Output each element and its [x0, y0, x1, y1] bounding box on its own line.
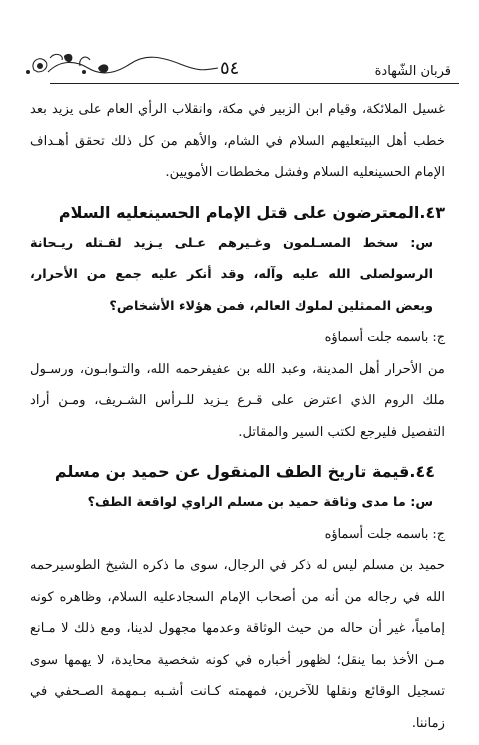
page-number: ٥٤: [220, 58, 240, 79]
spacer: [30, 448, 445, 454]
section-44-answer: حميد بن مسلم ليس له ذكر في الرجال، سوى ما ذكره الشيخ الطوسيرحمه الله في رجاله من أنه من أصحاب الإمام السجادعليه السلام، وظاهره كونه إمامياً، غير أن حاله من حيث الوثاقة وعدمها مجهول لدينا، ومع ذلك لا مـانع مـن الأخذ بما ينقل؛ لظهور أخباره في كونه شخصية محايدة، لا يهمها سوى تسجيل الوقائع ونقلها للآخرين، فمهمته كـانت أشـبه بـمهمة الصـحفي في زماننا.: [30, 558, 445, 731]
section-43-answer: من الأحرار أهل المدينة، وعبد الله بن عفيفرحمه الله، والتـوابـون، ورسـول ملك الروم الذي اعترض على قـرع يـزيد للـرأس الشـريف، ومـن أراد التفصيل فليرجع لكتب السير والمقاتل.: [30, 361, 445, 440]
spacer: [30, 189, 445, 195]
section-44-answer-label: ج: باسمه جلت أسماؤه: [324, 526, 445, 542]
page-body: [30, 94, 445, 739]
header-rule: [50, 83, 459, 84]
section-43-heading: ٤٣.المعترضون على قتل الإمام الحسينعليه السلام: [58, 202, 445, 222]
section-43-answer-label: ج: باسمه جلت أسماؤه: [324, 330, 445, 345]
section-43-question: س: سخط المسـلمون وغـيرهم عـلى يـزيد لقـتله ريـحانة الرسولصلى الله عليه وآله، وقد أنكر عليه جمع من الأحرار، وبعض الممثلين لملوك العالم، فمن هؤلاء الأشخاص؟: [30, 235, 433, 314]
running-title: قربان الشّهادة: [374, 64, 451, 79]
intro-paragraph: غسيل الملائكة، وقيام ابن الزبير في مكة، وانقلاب الرأي العام على يزيد بعد خطب أهل البيتعليهم السلام في الشام، والأهم من كل ذلك تحقق أهـداف الإمام الحسينعليه السلام وفشل مخططات الأمويين.: [30, 102, 445, 180]
section-44-heading: ٤٤.قيمة تاريخ الطف المنقول عن حميد بن مسلم: [54, 462, 435, 481]
section-44-question: س: ما مدى وثاقة حميد بن مسلم الراوي لواقعة الطف؟: [87, 495, 433, 510]
page-header: [20, 50, 459, 86]
floral-ornament-icon: [20, 50, 220, 80]
